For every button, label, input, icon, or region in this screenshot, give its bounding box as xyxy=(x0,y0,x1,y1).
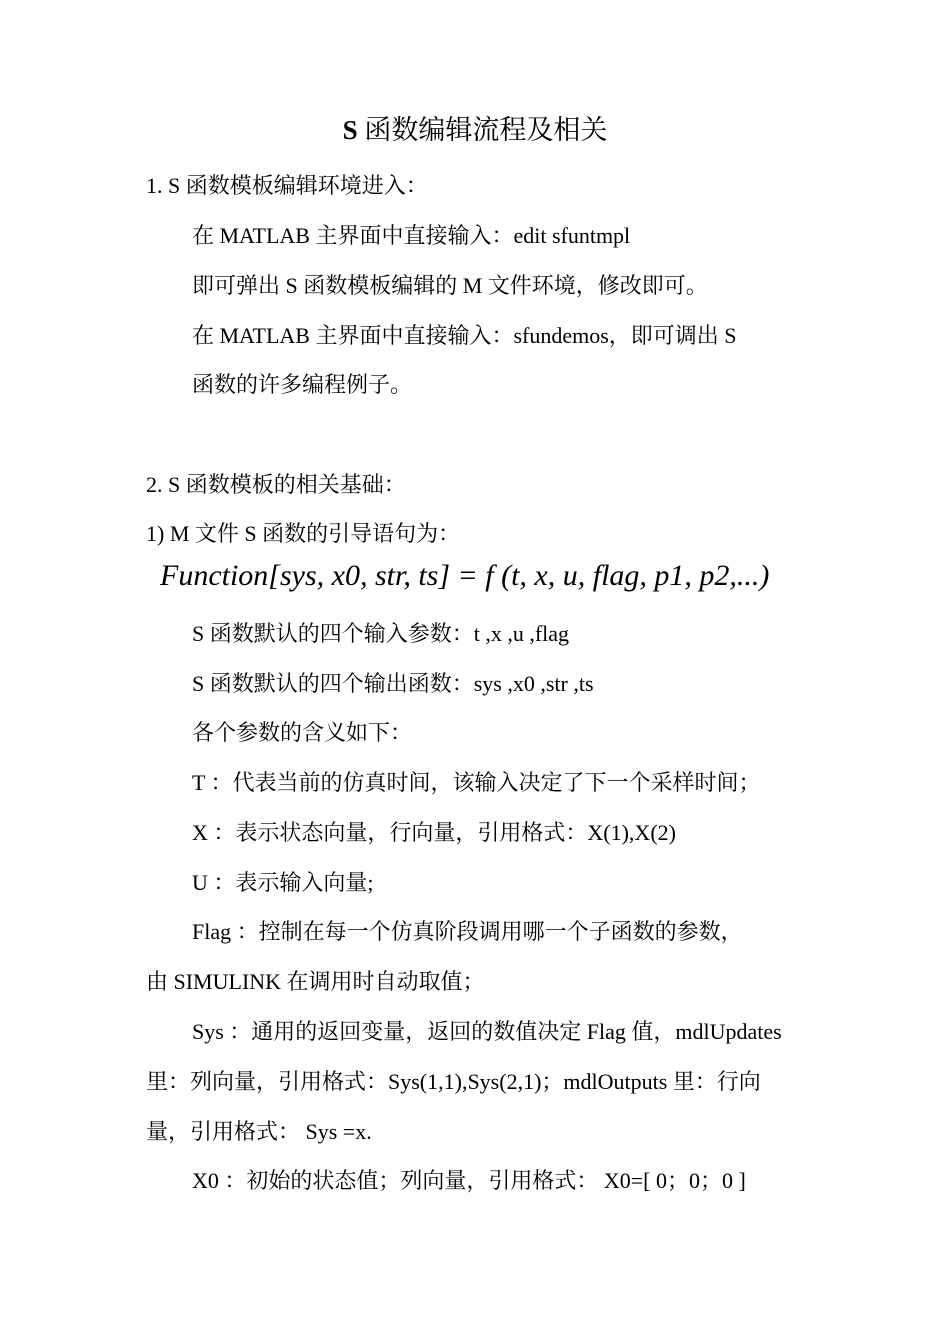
formula-equation: Function[sys, x0, str, ts] = f (t, x, u, flag, p1, p2,...) xyxy=(160,559,770,592)
param-flag-line: Flag ：控制在每一个仿真阶段调用哪一个子函数的参数， xyxy=(192,919,743,944)
param-sys-continuation-2: 量，引用格式： Sys =x. xyxy=(146,1119,372,1144)
section1-line-2: 即可弹出 S 函数模板编辑的 M 文件环境，修改即可。 xyxy=(192,273,708,298)
section2-line-2: S 函数默认的四个输出函数：sys ,x0 ,str ,ts xyxy=(192,671,594,696)
section2-subheading: 1) M 文件 S 函数的引导语句为： xyxy=(146,521,461,546)
param-flag-continuation: 由 SIMULINK 在调用时自动取值； xyxy=(146,969,485,994)
param-sys-line: Sys ：通用的返回变量，返回的数值决定 Flag 值，mdlUpdates xyxy=(192,1019,782,1044)
section1-line-4: 函数的许多编程例子。 xyxy=(192,372,413,397)
title-prefix: S xyxy=(342,115,358,145)
param-x-line: X ：表示状态向量，行向量，引用格式：X(1),X(2) xyxy=(192,820,676,845)
param-u-line: U ：表示输入向量; xyxy=(192,870,374,895)
param-t-line: T ：代表当前的仿真时间，该输入决定了下一个采样时间； xyxy=(192,770,761,795)
section2-line-1: S 函数默认的四个输入参数：t ,x ,u ,flag xyxy=(192,621,570,646)
section2-line-3: 各个参数的含义如下： xyxy=(192,720,413,745)
param-sys-continuation-1: 里：列向量，引用格式：Sys(1,1),Sys(2,1)；mdlOutputs 里：行向 xyxy=(146,1069,761,1094)
section1-line-1: 在 MATLAB 主界面中直接输入：edit sfuntmpl xyxy=(192,223,631,248)
document-title xyxy=(0,115,950,145)
section2-heading: 2. S 函数模板的相关基础： xyxy=(146,472,406,497)
title-text: 函数编辑流程及相关 xyxy=(357,115,608,145)
section1-heading: 1. S 函数模板编辑环境进入： xyxy=(146,173,428,198)
section1-line-3: 在 MATLAB 主界面中直接输入：sfundemos，即可调出 S xyxy=(192,323,737,348)
param-x0-line: X0 ：初始的状态值；列向量，引用格式： X0=[ 0；0；0 ] xyxy=(192,1168,746,1193)
